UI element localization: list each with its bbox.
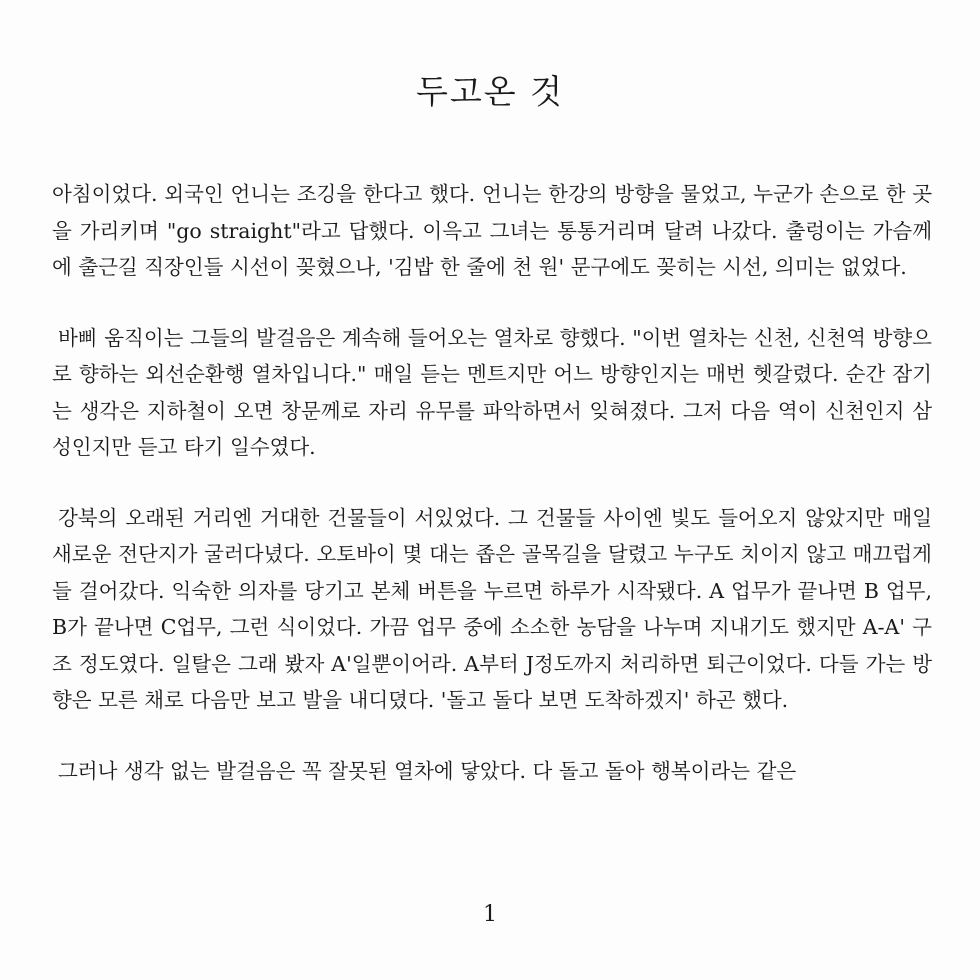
page-title: 두고온 것: [415, 72, 564, 111]
paragraph-2: 바삐 움직이는 그들의 발걸음은 계속해 들어오는 열차로 향했다. "이번 열차는 신천, 신천역 방향으로 향하는 외선순환행 열차입니다." 매일 듣는 멘트지만 어느 방향인지는 매번 헷갈렸다. 순간 잠기는 생각은 지하철이 오면 창문께로 자리 유무를 파악하면서 잊혀졌다. 그저 다음 역이 신천인지 삼성인지만 듣고 타기 일수였다.: [52, 325, 932, 459]
paragraph-3: 강북의 오래된 거리엔 거대한 건물들이 서있었다. 그 건물들 사이엔 빛도 들어오지 않았지만 매일 새로운 전단지가 굴러다녔다. 오토바이 몇 대는 좁은 골목길을 달렸고 누구도 치이지 않고 매끄럽게들 걸어갔다. 익숙한 의자를 당기고 본체 버튼을 누르면 하루가 시작됐다. A 업무가 끝나면 B 업무, B가 끝나면 C업무, 그런 식이었다. 가끔 업무 중에 소소한 농담을 나누며 지내기도 했지만 A-A' 구조 정도였다. 일탈은 그래 봤자 A'일뿐이어라. A부터 J정도까지 처리하면 퇴근이었다. 다들 가는 방향은 모른 채로 다음만 보고 발을 내디뎠다. '돌고 돌다 보면 도착하겠지' 하곤 했다.: [52, 505, 932, 712]
paragraph-4: 그러나 생각 없는 발걸음은 꼭 잘못된 열차에 닿았다. 다 돌고 돌아 행복이라는 같은: [58, 758, 797, 783]
page-number: 1: [483, 902, 497, 927]
body-text: [52, 176, 932, 823]
paragraph-1: 아침이었다. 외국인 언니는 조깅을 한다고 했다. 언니는 한강의 방향을 물었고, 누군가 손으로 한 곳을 가리키며 "go straight"라고 답했다. 이윽고 그녀는 통통거리며 달려 나갔다. 출렁이는 가슴께에 출근길 직장인들 시선이 꽂혔으나, '김밥 한 줄에 천 원' 문구에도 꽂히는 시선, 의미는 없었다.: [52, 182, 932, 279]
